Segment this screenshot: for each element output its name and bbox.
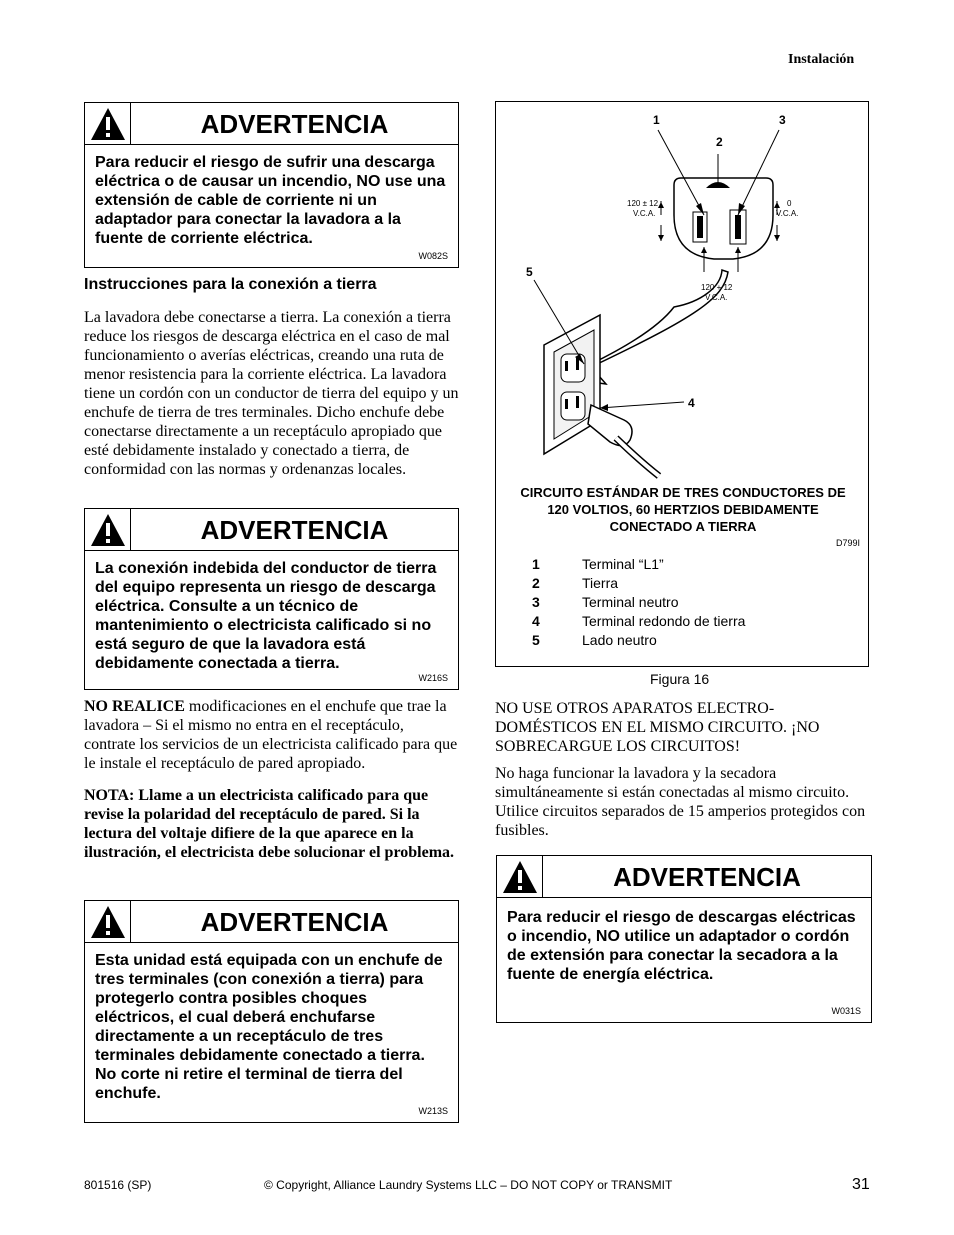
nota-paragraph: NOTA: Llame a un electricista calificado para que revise la polaridad del receptáculo de pared. Si la lectura del voltaje difiere de la que aparece en la ilustración, el electricista debe solucionar el problema. — [84, 787, 455, 861]
magnified-receptacle — [674, 178, 773, 259]
voltage-right-value: 0 — [787, 199, 792, 208]
voltage-left-value: 120 ± 12 — [627, 199, 659, 208]
no-haga-paragraph: No haga funcionar la lavadora y la secadora simultáneamente si están conectadas al mismo circuito. Utilice circuitos separados de 15 amperios protegidos con fusibles. — [495, 765, 866, 839]
no-use-paragraph: NO USE OTROS APARATOS ELECTRO-DOMÉSTICOS EN EL MISMO CIRCUITO. ¡NO SOBRECARGUE LOS CIRCUITOS! — [495, 700, 820, 755]
figure-caption: CIRCUITO ESTÁNDAR DE TRES CONDUCTORES DE 120 VOLTIOS, 60 HERTZIOS DEBIDAMENTE CONECTADO A TIERRA — [520, 485, 846, 534]
callout-3: 3 — [779, 113, 786, 127]
warning-box-extension-cord — [84, 102, 459, 268]
warning-text: La conexión indebida del conductor de tierra del equipo representa un riesgo de descarga eléctrica. Consulte a un técnico de mantenimiento o electricista calificado si no está seguro de que la lavadora está debidamente conectada a tierra. — [95, 560, 437, 672]
no-realice-lead: NO REALICE — [84, 698, 185, 715]
figure-code: D799I — [835, 538, 860, 548]
footer-doc-id: 801516 (SP) — [84, 1178, 152, 1192]
callout-5: 5 — [526, 265, 533, 279]
warning-box-dryer-extension — [496, 855, 872, 1023]
warning-code: W031S — [831, 1006, 861, 1016]
warning-code: W216S — [418, 673, 448, 683]
warning-title: ADVERTENCIA — [200, 109, 389, 139]
plug-and-cord — [588, 405, 659, 476]
callout-2: 2 — [716, 135, 723, 149]
wall-outlet — [544, 315, 600, 454]
section-header: Instalación — [788, 52, 855, 67]
warning-text: Para reducir el riesgo de sufrir una descarga eléctrica o de causar un incendio, NO use una extensión de cable de corriente ni un adaptador para conectar la lavadora a la fuente de corriente eléctrica. — [95, 154, 446, 247]
warning-code: W082S — [418, 251, 448, 261]
legend-item: 5 Lado neutro — [532, 631, 657, 648]
outlet-diagram — [496, 102, 868, 482]
legend-item: 4 Terminal redondo de tierra — [532, 612, 746, 629]
legend-item: 2 Tierra — [532, 574, 619, 591]
warning-text: Esta unidad está equipada con un enchufe de tres terminales (con conexión a tierra) para protegerlo contra posibles choques eléctricos, el cual deberá enchufarse directamente a un receptáculo de tres terminales debidamente conectado a tierra. No corte ni retire el terminal de tierra del enchufe. — [95, 952, 443, 1102]
figure-label: Figura 16 — [650, 671, 710, 687]
figure-legend — [532, 554, 745, 649]
warning-triangle-icon — [90, 905, 126, 939]
warning-text: Para reducir el riesgo de descargas eléctricas o incendio, NO utilice un adaptador o cordón de extensión para conectar la secadora a la fuente de energía eléctrica. — [507, 909, 856, 983]
warning-title: ADVERTENCIA — [200, 515, 389, 545]
voltage-right-unit: V.C.A. — [776, 209, 799, 218]
warning-box-three-prong-plug — [84, 900, 459, 1123]
no-realice-paragraph — [84, 697, 459, 773]
page-number: 31 — [852, 1176, 870, 1193]
warning-triangle-icon — [90, 107, 126, 141]
no-realice-text: modificaciones en el enchufe que trae la lavadora – Si el mismo no entra en el receptáculo, contrate los servicios de un electricista calificado para que le instale el receptáculo de pared apropiado. — [84, 698, 458, 772]
voltage-left-unit: V.C.A. — [633, 209, 656, 218]
figure-16-box — [495, 101, 869, 667]
footer-copyright: © Copyright, Alliance Laundry Systems LLC – DO NOT COPY or TRANSMIT — [264, 1178, 673, 1192]
callout-1: 1 — [653, 113, 660, 127]
warning-triangle-icon — [90, 513, 126, 547]
legend-item: 1 Terminal “L1” — [532, 555, 664, 572]
voltage-bottom-unit: V.C.A. — [705, 293, 728, 302]
warning-triangle-icon — [502, 860, 538, 894]
callout-4: 4 — [688, 396, 695, 410]
warning-code: W213S — [418, 1106, 448, 1116]
legend-item: 3 Terminal neutro — [532, 593, 679, 610]
grounding-heading: Instrucciones para la conexión a tierra — [84, 276, 377, 293]
warning-title: ADVERTENCIA — [200, 907, 389, 937]
warning-title: ADVERTENCIA — [613, 862, 801, 892]
warning-box-ground-conductor — [84, 508, 459, 690]
voltage-bottom-value: 120 + 12 — [701, 283, 733, 292]
grounding-paragraph: La lavadora debe conectarse a tierra. La conexión a tierra reduce los riesgos de descarga eléctrica en el caso de mal funcionamiento o averías eléctricas, creando una ruta de menor resistencia para la corriente eléctrica. La lavadora tiene un cordón con un conductor de tierra del equipo y un enchufe de tierra de tres terminales. Dicho enchufe debe conectarse directamente a un receptáculo apropiado que esté debidamente instalado y conectado a tierra, de conformidad con las normas y ordenanzas locales. — [84, 309, 459, 478]
